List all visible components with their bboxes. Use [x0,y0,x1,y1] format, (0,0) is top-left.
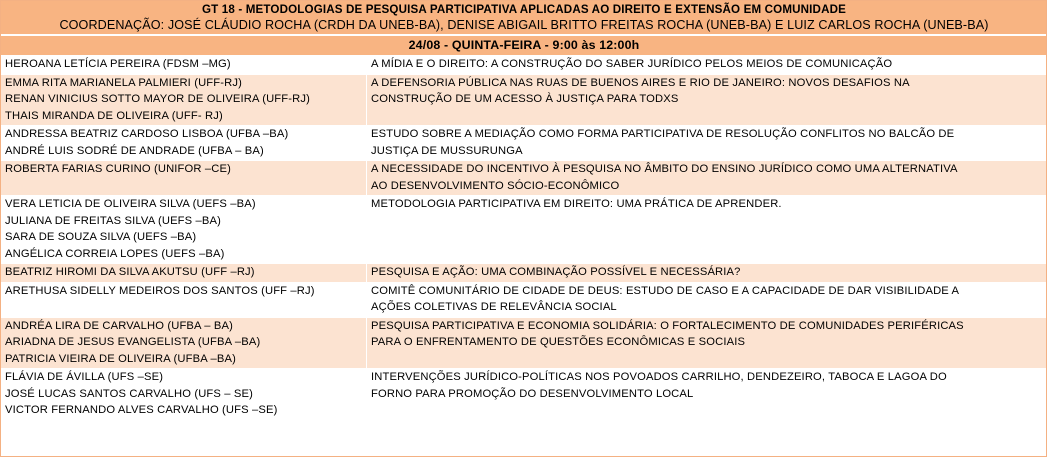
table-row [1,317,1048,369]
table-row [1,196,1048,264]
paper-title-cell [367,317,1048,369]
table-row [1,369,1048,421]
paper-title-line: JUSTIÇA DE MUSSURUNGA [371,144,523,157]
author-name: JOSÉ LUCAS SANTOS CARVALHO (UFS – SE) [5,387,254,400]
author-name: PATRICIA VIEIRA DE OLIVEIRA (UFBA –BA) [5,352,236,365]
paper-title-line: A MÍDIA E O DIREITO: A CONSTRUÇÃO DO SABER JURÍDICO PELOS MEIOS DE COMUNICAÇÃO [371,58,893,70]
author-name: VERA LETICIA DE OLIVEIRA SILVA (UEFS –BA) [5,198,256,210]
author-name: ANDRESSA BEATRIZ CARDOSO LISBOA (UFBA –BA) [5,128,289,140]
author-name: BEATRIZ HIROMI DA SILVA AKUTSU (UFF –RJ) [5,266,255,278]
header-row [1,1,1048,36]
author-name: VICTOR FERNANDO ALVES CARVALHO (UFS –SE) [5,404,278,416]
paper-title-line: COMITÊ COMUNITÁRIO DE CIDADE DE DEUS: ESTUDO DE CASO E A CAPACIDADE DE DAR VISIBILIDADE A [371,284,960,297]
session-date: 24/08 - QUINTA-FEIRA - 9:00 às 12:00h [1,35,1048,56]
paper-title-cell [367,161,1048,196]
paper-title-line: PESQUISA PARTICIPATIVA E ECONOMIA SOLIDÁRIA: O FORTALECIMENTO DE COMUNIDADES PERIFÉRICAS [371,319,964,332]
paper-title-line: INTERVENÇÕES JURÍDICO-POLÍTICAS NOS POVOADOS CARRILHO, DENDEZEIRO, TABOCA E LAGOA DO [371,371,947,383]
authors-cell [1,196,367,264]
table-row [1,56,1048,75]
authors-cell [1,56,367,75]
paper-title-line: PESQUISA E AÇÃO: UMA COMBINAÇÃO POSSÍVEL E NECESSÁRIA? [371,266,741,278]
author-name: SARA DE SOUZA SILVA (UEFS –BA) [5,231,197,243]
author-name: THAIS MIRANDA DE OLIVEIRA (UFF- RJ) [5,109,223,122]
authors-cell [1,317,367,369]
author-name: ANDRÉ LUIS SODRÉ DE ANDRADE (UFBA – BA) [5,144,264,157]
author-name: JULIANA DE FREITAS SILVA (UEFS –BA) [5,214,221,227]
author-name: RENAN VINICIUS SOTTO MAYOR DE OLIVEIRA (UFF-RJ) [5,93,310,105]
table-row [1,126,1048,161]
date-row [1,35,1048,56]
working-group-title: GT 18 - METODOLOGIAS DE PESQUISA PARTICIPATIVA APLICADAS AO DIREITO E EXTENSÃO EM COMUNIDADE [202,3,846,16]
table-row [1,282,1048,317]
author-name: HEROANA LETÍCIA PEREIRA (FDSM –MG) [5,58,231,70]
author-name: ARIADNA DE JESUS EVANGELISTA (UFBA –BA) [5,336,261,348]
authors-cell [1,282,367,317]
author-name: ANDRÉA LIRA DE CARVALHO (UFBA – BA) [5,319,234,332]
author-name: ANGÉLICA CORREIA LOPES (UEFS –BA) [5,247,225,260]
paper-title-cell [367,196,1048,264]
authors-cell [1,126,367,161]
paper-title-line: AO DESENVOLVIMENTO SÓCIO-ECONÔMICO [371,179,620,192]
paper-title-line: FORNO PARA PROMOÇÃO DO DESENVOLVIMENTO LOCAL [371,387,694,400]
authors-cell [1,369,367,421]
paper-title-cell [367,282,1048,317]
authors-cell [1,264,367,283]
paper-title-line: A DEFENSORIA PÚBLICA NAS RUAS DE BUENOS AIRES E RIO DE JANEIRO: NOVOS DESAFIOS NA [371,76,910,89]
paper-title-line: A NECESSIDADE DO INCENTIVO À PESQUISA NO ÂMBITO DO ENSINO JURÍDICO COMO UMA ALTERNATIVA [371,163,958,175]
table-row [1,74,1048,126]
paper-title-cell [367,56,1048,75]
authors-cell [1,161,367,196]
coordination-line: COORDENAÇÃO: JOSÉ CLÁUDIO ROCHA (CRDH DA UNEB-BA), DENISE ABIGAIL BRITTO FREITAS ROCHA (UNEB-BA) E LUIZ CARLOS ROCHA (UNEB-BA) [59,18,989,32]
paper-title-line: ESTUDO SOBRE A MEDIAÇÃO COMO FORMA PARTICIPATIVA DE RESOLUÇÃO CONFLITOS NO BALCÃO DE [371,128,955,140]
authors-cell [1,74,367,126]
header-cell [1,1,1048,36]
paper-title-line: METODOLOGIA PARTICIPATIVA EM DIREITO: UMA PRÁTICA DE APRENDER. [371,198,782,210]
paper-title-cell [367,264,1048,283]
paper-title-cell [367,369,1048,421]
paper-title-line: AÇÕES COLETIVAS DE RELEVÂNCIA SOCIAL [371,301,617,313]
paper-title-cell [367,74,1048,126]
author-name: FLÁVIA DE ÁVILLA (UFS –SE) [5,371,164,383]
author-name: EMMA RITA MARIANELA PALMIERI (UFF-RJ) [5,76,242,89]
paper-title-cell [367,126,1048,161]
table-row [1,264,1048,283]
paper-title-line: CONSTRUÇÃO DE UM ACESSO À JUSTIÇA PARA TODXS [371,93,679,105]
author-name: ARETHUSA SIDELLY MEDEIROS DOS SANTOS (UFF –RJ) [5,284,315,297]
author-name: ROBERTA FARIAS CURINO (UNIFOR –CE) [5,163,231,175]
paper-title-line: PARA O ENFRENTAMENTO DE QUESTÕES ECONÔMICAS E SOCIAIS [371,336,746,348]
table-row [1,161,1048,196]
